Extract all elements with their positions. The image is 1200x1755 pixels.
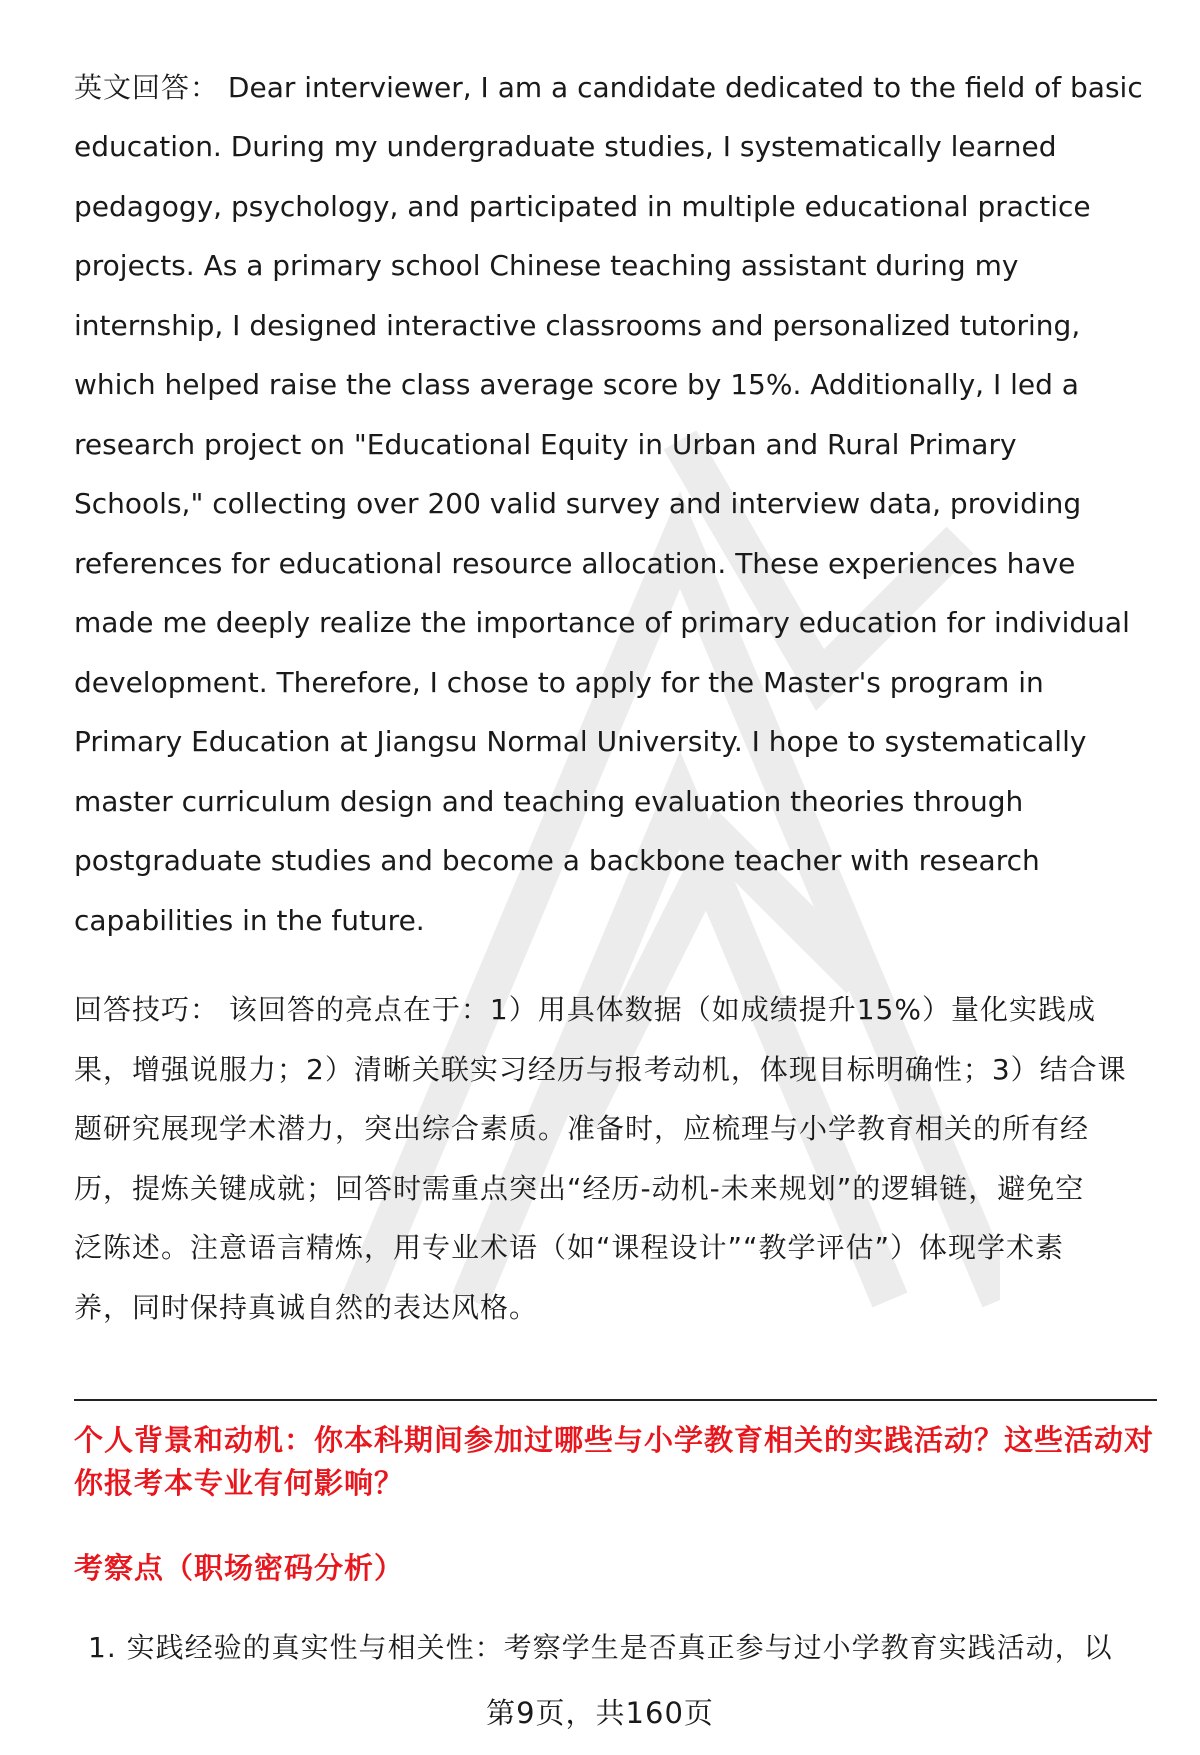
answer-tips-line: 回答技巧： 该回答的亮点在于：1）用具体数据（如成绩提升15%）量化实践成	[74, 993, 1096, 1026]
english-answer-line: made me deeply realize the importance of primary education for individual	[74, 606, 1130, 639]
english-answer-line: 英文回答： Dear interviewer, I am a candidate dedicated to the field of basic	[74, 71, 1143, 104]
answer-tips-line: 题研究展现学术潜力，突出综合素质。准备时，应梳理与小学教育相关的所有经	[74, 1112, 1090, 1145]
list-number: 1.	[88, 1631, 117, 1664]
answer-tips-line: 养，同时保持真诚自然的表达风格。	[74, 1291, 539, 1324]
english-answer-line: references for educational resource allocation. These experiences have	[74, 547, 1076, 580]
english-answer-line: internship, I designed interactive classrooms and personalized tutoring,	[74, 309, 1081, 342]
english-answer-line: development. Therefore, I chose to apply for the Master's program in	[74, 666, 1044, 699]
question-line: 你报考本专业有何影响？	[74, 1466, 405, 1500]
english-answer-line: which helped raise the class average score by 15%. Additionally, I led a	[74, 368, 1079, 401]
answer-tips-line: 历，提炼关键成就；回答时需重点突出“经历-动机-未来规划”的逻辑链，避免空	[74, 1172, 1085, 1205]
english-answer-label: 英文回答：	[74, 71, 220, 104]
analysis-title: 考察点（职场密码分析）	[74, 1551, 405, 1585]
english-answer-line: education. During my undergraduate studies, I systematically learned	[74, 130, 1057, 163]
section-divider	[74, 1399, 1157, 1401]
english-answer-line: pedagogy, psychology, and participated in multiple educational practice	[74, 190, 1091, 223]
english-answer-line: Primary Education at Jiangsu Normal University. I hope to systematically	[74, 725, 1087, 758]
page-indicator: 第9页，共160页	[486, 1696, 714, 1730]
english-answer-line: Schools," collecting over 200 valid survey and interview data, providing	[74, 487, 1082, 520]
english-answer-line: research project on "Educational Equity in Urban and Rural Primary	[74, 428, 1017, 461]
english-answer-line: projects. As a primary school Chinese teaching assistant during my	[74, 249, 1019, 282]
answer-tips-line: 泛陈述。注意语言精炼，用专业术语（如“课程设计”“教学评估”）体现学术素	[74, 1231, 1065, 1264]
english-answer-line: postgraduate studies and become a backbone teacher with research	[74, 844, 1040, 877]
english-answer-line: master curriculum design and teaching evaluation theories through	[74, 785, 1024, 818]
list-text: 实践经验的真实性与相关性：考察学生是否真正参与过小学教育实践活动，以	[126, 1631, 1113, 1664]
answer-tips-label: 回答技巧：	[74, 993, 220, 1026]
answer-tips-line: 果，增强说服力；2）清晰关联实习经历与报考动机，体现目标明确性；3）结合课	[74, 1053, 1127, 1086]
english-answer-line: capabilities in the future.	[74, 904, 425, 937]
analysis-list-item	[88, 1628, 1113, 1668]
question-line: 个人背景和动机：你本科期间参加过哪些与小学教育相关的实践活动？这些活动对	[74, 1423, 1155, 1457]
